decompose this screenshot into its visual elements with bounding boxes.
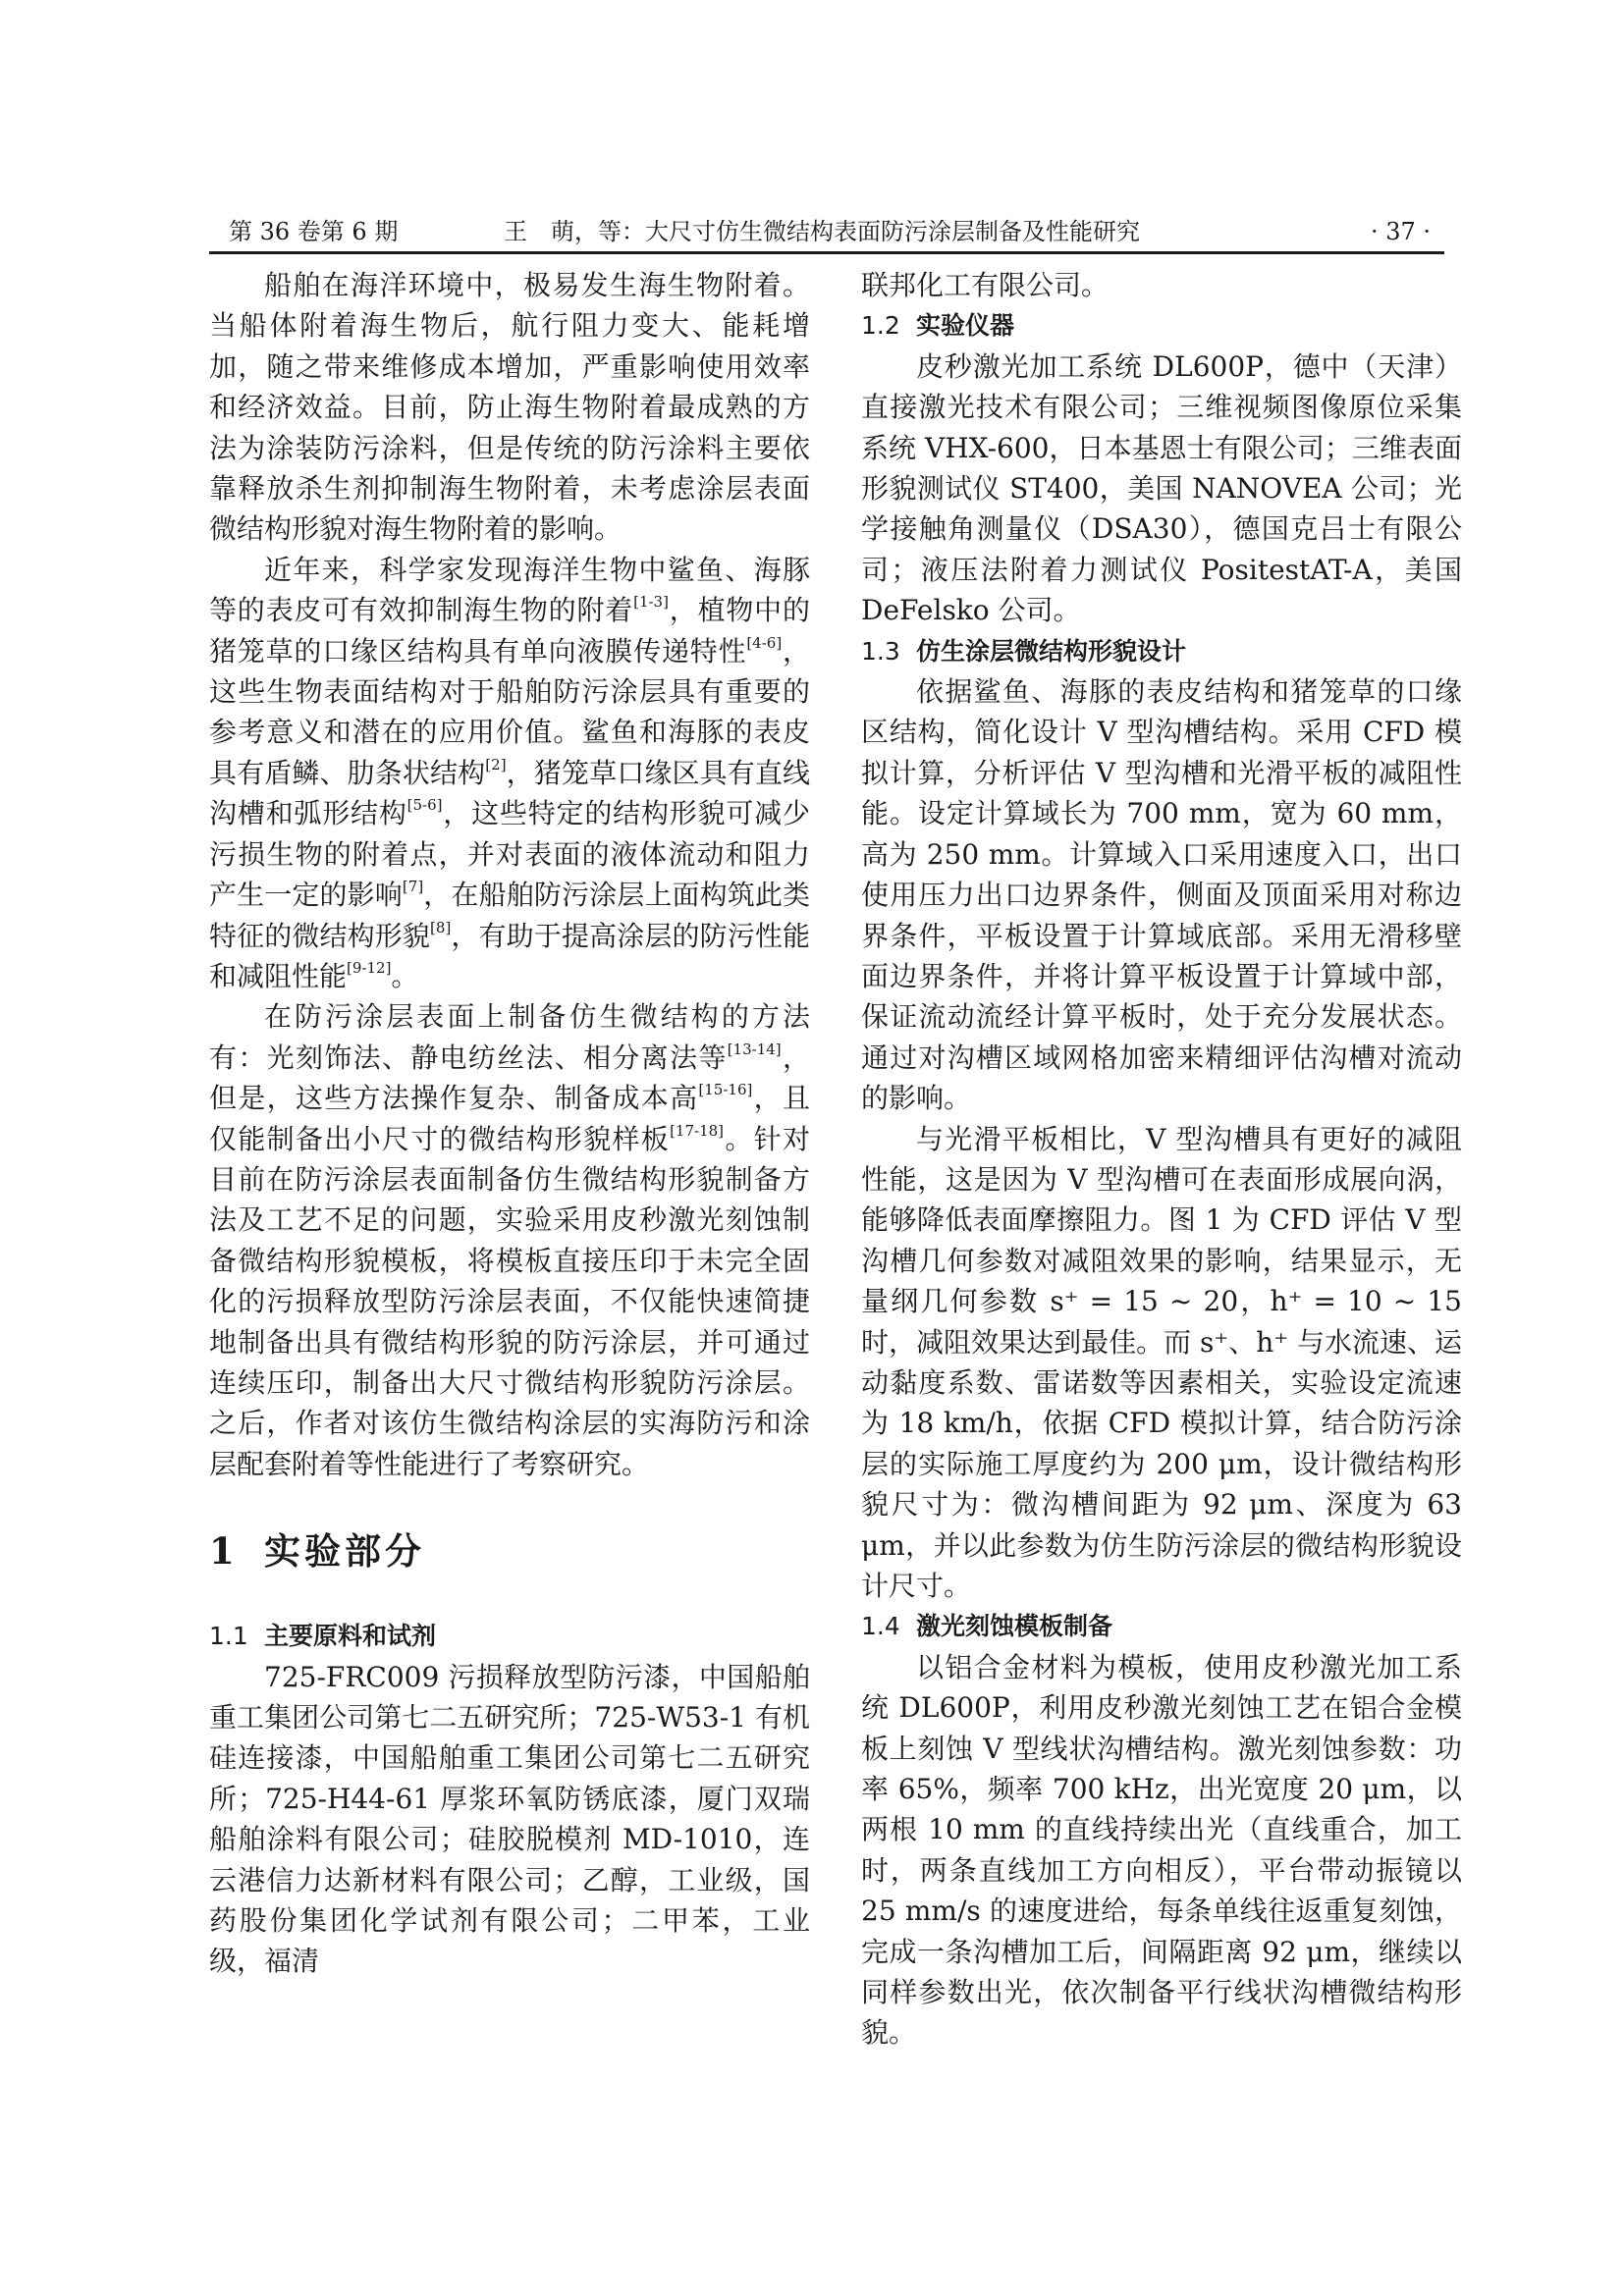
text-run: ，但是，这些方法操作复杂、制备成本高 [209,1041,810,1115]
text-run: ，这些生物表面结构对于船舶防污涂层具有重要的参考意义和潜在的应用价值。鲨鱼和海豚的表皮具有盾鳞、肋条状结构 [209,634,810,789]
text-run: ，猪笼草口缘区具有直线沟槽和弧形结构 [209,756,810,830]
paragraph-laser: 以铝合金材料为模板，使用皮秒激光加工系统 DL600P，利用皮秒激光刻蚀工艺在铝合金模板上刻蚀 V 型线状沟槽结构。激光刻蚀参数：功率 65%，频率 700 kHz，出光宽度 20 μm，以两根 10 mm 的直线持续出光（直线重合，加工时，两条直线加工方向相反），平台带动振镜以 25 mm/s 的速度进给，每条单线往返重复刻蚀，完成一条沟槽加工后，间隔距离 92 μm，继续以同样参数出光，依次制备平行线状沟槽微结构形貌。 [861,1650,1462,2050]
paragraph-instruments: 皮秒激光加工系统 DL600P，德中（天津）直接激光技术有限公司；三维视频图像原位采集系统 VHX-600，日本基恩士有限公司；三维表面形貌测试仪 ST400，美国 NANOVEA 公司；光学接触角测量仪（DSA30），德国克吕士有限公司；液压法附着力测试仪 PositestAT-A，美国 DeFelsko 公司。 [861,349,1462,627]
header-rule [209,251,1444,254]
text-run: ，在船舶防污涂层上面构筑此类特征的微结构形貌 [209,879,810,952]
text-run: ，这些特定的结构形貌可减少污损生物的附着点，并对表面的液体流动和阻力产生一定的影响 [209,797,810,912]
text-run: 。 [391,959,419,992]
page-number: · 37 · [1370,218,1431,245]
section-title: 实验部分 [264,1529,425,1574]
paragraph-intro-2 [209,550,810,996]
subsection-heading [861,305,1462,346]
running-header [209,212,1438,251]
text-run: 。针对目前在防污涂层表面制备仿生微结构形貌制备方法及工艺不足的问题，实验采用皮秒激光刻蚀制备微结构形貌模板，将模板直接压印于未完全固化的污损释放型防污涂层表面，不仅能快速简捷地制备出具有微结构形貌的防污涂层，并可通过连续压印，制备出大尺寸微结构形貌防污涂层。之后，作者对该仿生微结构涂层的实海防污和涂层配套附着等性能进行了考察研究。 [209,1122,810,1480]
text-run: 在防污涂层表面上制备仿生微结构的方法有：光刻饰法、静电纺丝法、相分离法等 [209,1000,810,1074]
subsection-title: 主要原料和试剂 [264,1622,437,1651]
paragraph-intro-3 [209,996,810,1484]
subsection-title: 仿生涂层微结构形貌设计 [916,636,1187,666]
citation: [15-16] [698,1081,753,1099]
paragraph-intro-1: 船舶在海洋环境中，极易发生海生物附着。当船体附着海生物后，航行阻力变大、能耗增加，随之带来维修成本增加，严重影响使用效率和经济效益。目前，防止海生物附着最成熟的方法为涂装防污涂料，但是传统的防污涂料主要依靠释放杀生剂抑制海生物附着，未考虑涂层表面微结构形貌对海生物附着的影响。 [209,269,810,546]
subsection-number: 1.2 [861,311,900,341]
running-title: 王 萌，等：大尺寸仿生微结构表面防污涂层制备及性能研究 [504,218,1140,245]
paragraph-design-2: 与光滑平板相比，V 型沟槽具有更好的减阻性能，这是因为 V 型沟槽可在表面形成展向涡，能够降低表面摩擦阻力。图 1 为 CFD 评估 V 型沟槽几何参数对减阻效果的影响，结果显示，无量纲几何参数 s⁺ = 15 ~ 20，h⁺ = 10 ~ 15 时，减阻效果达到最佳。而 s⁺、h⁺ 与水流速、运动黏度系数、雷诺数等因素相关，实验设定流速为 18 km/h，依据 CFD 模拟计算，结合防污涂层的实际施工厚度约为 200 μm，设计微结构形貌尺寸为：微沟槽间距为 92 μm、深度为 63 μm，并以此参数为仿生防污涂层的微结构形貌设计尺寸。 [861,1122,1462,1602]
subsection-number: 1.1 [209,1622,248,1651]
subsection-heading [861,1606,1462,1646]
citation: [9-12] [347,958,392,977]
citation: [7] [402,878,424,896]
text-run: 近年来，科学家发现海洋生物中鲨鱼、海豚等的表皮可有效抑制海生物的附着 [209,553,810,627]
right-column [861,265,1462,2054]
paragraph-materials-cont: 联邦化工有限公司。 [861,269,1110,301]
subsection-title: 实验仪器 [916,311,1015,341]
citation: [4-6] [746,633,783,652]
section-heading [209,1522,810,1580]
citation: [8] [430,918,452,936]
citation: [1-3] [633,593,669,612]
citation: [13-14] [727,1040,782,1058]
citation: [17-18] [670,1121,725,1140]
text-run: ，植物中的猪笼草的口缘区结构具有单向液膜传递特性 [209,594,810,667]
section-number: 1 [209,1529,239,1574]
subsection-title: 激光刻蚀模板制备 [916,1612,1113,1641]
subsection-number: 1.4 [861,1612,900,1641]
subsection-number: 1.3 [861,636,900,666]
subsection-heading [209,1616,810,1656]
paragraph-design-1: 依据鲨鱼、海豚的表皮结构和猪笼草的口缘区结构，简化设计 V 型沟槽结构。采用 CFD 模拟计算，分析评估 V 型沟槽和光滑平板的减阻性能。设定计算域长为 700 mm，宽为 60 mm，高为 250 mm。计算域入口采用速度入口，出口使用压力出口边界条件，侧面及顶面采用对称边界条件，平板设置于计算域底部。采用无滑移壁面边界条件，并将计算平板设置于计算域中部，保证流动流经计算平板时，处于充分发展状态。通过对沟槽区域网格加密来精细评估沟槽对流动的影响。 [861,675,1462,1115]
text-run: ，且仅能制备出小尺寸的微结构形貌样板 [209,1082,810,1155]
citation: [5-6] [406,796,443,815]
paragraph-materials: 725-FRC009 污损释放型防污漆，中国船舶重工集团公司第七二五研究所；725-W53-1 有机硅连接漆，中国船舶重工集团公司第七二五研究所；725-H44-61 厚浆环氧防锈底漆，厦门双瑞船舶涂料有限公司；硅胶脱模剂 MD-1010，连云港信力达新材料有限公司；乙醇，工业级，国药股份集团化学试剂有限公司；二甲苯，工业级，福清 [209,1660,810,1978]
subsection-heading [861,631,1462,671]
text-run: ，有助于提高涂层的防污性能和减阻性能 [209,919,810,992]
left-column [209,265,810,1982]
citation: [2] [485,755,507,774]
issue-label: 第 36 卷第 6 期 [229,218,399,245]
